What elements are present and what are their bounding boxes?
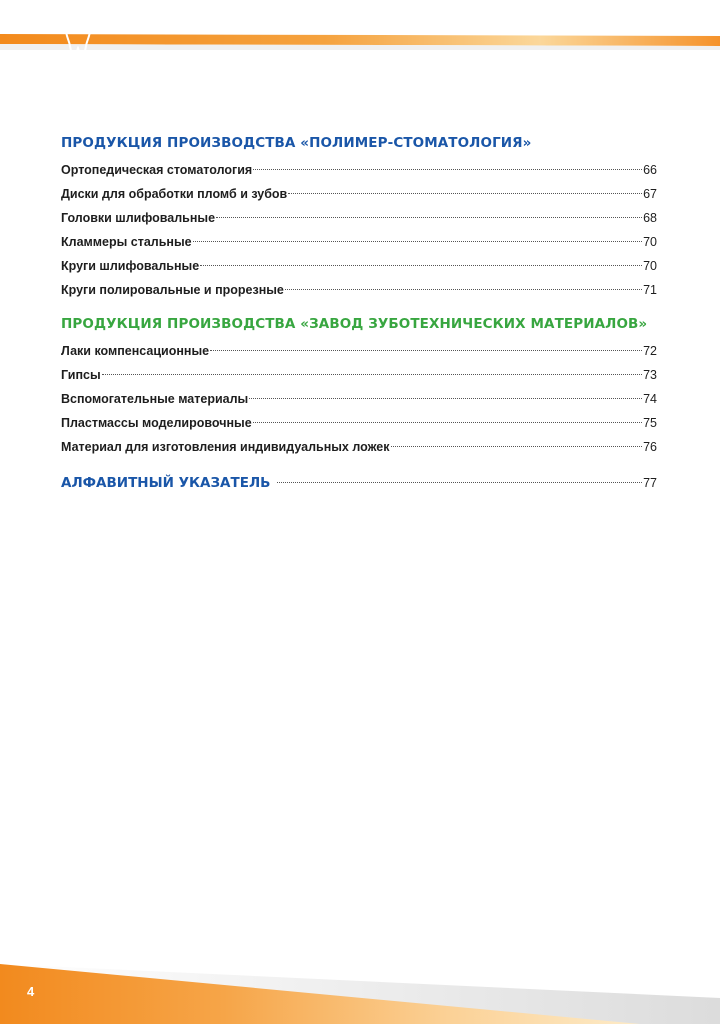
toc-entry[interactable] <box>61 230 657 254</box>
toc-entry-page: 74 <box>643 392 657 406</box>
toc-entry-label: Круги полировальные и прорезные <box>61 283 284 297</box>
dot-leader <box>253 169 642 170</box>
toc-entry-page: 72 <box>643 344 657 358</box>
toc-entry-label: Ортопедическая стоматология <box>61 163 253 177</box>
toc-entry[interactable] <box>61 411 657 435</box>
toc-entry-label: Вспомогательные материалы <box>61 392 249 406</box>
toc-entry-label: Диски для обработки пломб и зубов <box>61 187 288 201</box>
section-heading-dental-materials: ПРОДУКЦИЯ ПРОИЗВОДСТВА «ЗАВОД ЗУБОТЕХНИЧЕСКИХ МАТЕРИАЛОВ» <box>61 316 648 332</box>
toc-entry[interactable] <box>61 278 657 302</box>
toc-entry-label: Материал для изготовления индивидуальных ложек <box>61 440 390 454</box>
toc-entry-label: Кламмеры стальные <box>61 235 192 249</box>
toc-entry-label: Головки шлифовальные <box>61 211 216 225</box>
toc-entry[interactable] <box>61 387 657 411</box>
table-of-contents <box>61 134 657 495</box>
dot-leader <box>277 482 642 483</box>
toc-entry-label: Гипсы <box>61 368 101 382</box>
toc-entry-page: 71 <box>643 283 657 297</box>
toc-entry-label: Лаки компенсационные <box>61 344 210 358</box>
toc-entry-label: Круги шлифовальные <box>61 259 200 273</box>
dot-leader <box>391 446 643 447</box>
toc-entry-page: 67 <box>643 187 657 201</box>
toc-entry-page: 73 <box>643 368 657 382</box>
dot-leader <box>102 374 642 375</box>
footer-band <box>0 950 720 1024</box>
dot-leader <box>253 422 642 423</box>
dot-leader <box>200 265 642 266</box>
page-number: 4 <box>27 984 35 999</box>
toc-entry[interactable] <box>61 339 657 363</box>
toc-entry[interactable] <box>61 363 657 387</box>
tooth-icon <box>60 22 96 62</box>
dot-leader <box>249 398 642 399</box>
toc-entry-page: 75 <box>643 416 657 430</box>
dot-leader <box>288 193 642 194</box>
dot-leader <box>285 289 642 290</box>
toc-entry[interactable] <box>61 182 657 206</box>
toc-entry-page: 70 <box>643 235 657 249</box>
toc-entry[interactable] <box>61 254 657 278</box>
toc-entry-index[interactable] <box>61 471 657 495</box>
toc-entry-page: 68 <box>643 211 657 225</box>
section-heading-polymer: ПРОДУКЦИЯ ПРОИЗВОДСТВА «ПОЛИМЕР-СТОМАТОЛОГИЯ» <box>61 135 532 151</box>
toc-entry[interactable] <box>61 206 657 230</box>
section-spacer <box>61 302 657 315</box>
toc-entry-page: 77 <box>643 476 657 490</box>
toc-entry[interactable] <box>61 435 657 459</box>
toc-entry-page: 66 <box>643 163 657 177</box>
toc-entry[interactable] <box>61 158 657 182</box>
toc-entry-page: 70 <box>643 259 657 273</box>
header-band <box>0 32 720 58</box>
dot-leader <box>216 217 642 218</box>
dot-leader <box>193 241 643 242</box>
index-heading: АЛФАВИТНЫЙ УКАЗАТЕЛЬ <box>61 475 271 491</box>
toc-entry-page: 76 <box>643 440 657 454</box>
toc-entry-label: Пластмассы моделировочные <box>61 416 252 430</box>
dot-leader <box>210 350 642 351</box>
